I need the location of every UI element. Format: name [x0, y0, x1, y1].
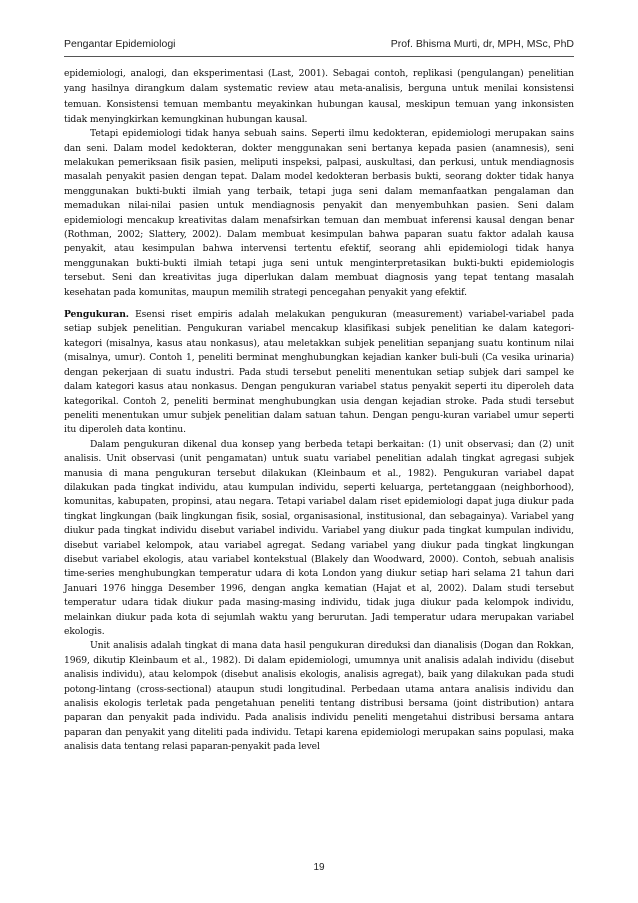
header-book-title: Pengantar Epidemiologi	[64, 38, 176, 50]
paragraph-3	[64, 308, 574, 438]
paragraph-2: Tetapi epidemiologi tidak hanya sebuah sains. Seperti ilmu kedokteran, epidemiologi merupakan sains dan seni. Dalam model kedokteran, dokter menggunakan seni bertanya kepada pasien (anamnesis), seni melakukan pemeriksaan fisik pasien, meliputi inspeksi, palpasi, auskultasi, dan perkusi, untuk mendiagnosis masalah penyakit pasien dengan tepat. Dalam model kedokteran berbasis bukti, seorang dokter tidak hanya menggunakan bukti-bukti ilmiah yang terbaik, tetapi juga seni dalam memanfaatkan pengalaman dan memadukan nilai-nilai pasien untuk mendiagnosis penyakit dan menyembuhkan pasien. Seni dalam epidemiologi mencakup kreativitas dalam menafsirkan temuan dan membuat inferensi kausal dengan benar (Rothman, 2002; Slattery, 2002). Dalam membuat kesimpulan bahwa paparan suatu faktor adalah kausa penyakit, atau kesimpulan bahwa intervensi tertentu efektif, seorang ahli epidemiologi tidak hanya menggunakan bukti-bukti ilmiah tetapi juga seni untuk menginterpretasikan bukti-bukti epidemiologis tersebut. Seni dan kreativitas juga diperlukan dalam membuat diagnosis yang tepat tentang masalah kesehatan pada komunitas, maupun memilih strategi pencegahan penyakit yang efektif.	[64, 128, 574, 298]
section-title-pengukuran: Pengukuran.	[64, 309, 129, 321]
body-text	[64, 66, 574, 755]
paragraph-3-text: Esensi riset empiris adalah melakukan pengukuran (measurement) variabel-variabel pada setiap subjek penelitian. Pengukuran variabel mencakup klasifikasi subjek penelitian ke dalam kategori-kategori (misalnya, kasus atau nonkasus), atau meletakkan subjek penelitian sepanjang suatu kontinum nilai (misalnya, umur). Contoh 1, peneliti berminat menghubungkan kejadian kanker buli-buli (Ca vesika urinaria) dengan pekerjaan di suatu industri. Pada studi tersebut peneliti menentukan setiap subjek dari sampel ke dalam kategori kasus atau nonkasus. Dengan pengukuran variabel status penyakit seperti itu diperoleh data kategorikal. Contoh 2, peneliti berminat menghubungkan usia dengan kejadian stroke. Pada studi tersebut peneliti menentukan umur subjek penelitian dalam satuan tahun. Dengan pengu-kuran variabel umur seperti itu diperoleh data kontinu.	[64, 309, 574, 436]
paragraph-1: epidemiologi, analogi, dan eksperimentasi (Last, 2001). Sebagai contoh, replikasi (pengulangan) penelitian yang hasilnya dirangkum dalam systematic review atau meta-analisis, berguna untuk menilai konsistensi temuan. Konsistensi temuan membantu meyakinkan hubungan kausal, meskipun temuan yang inkonsisten tidak menyingkirkan kemungkinan hubungan kausal.	[64, 68, 574, 125]
paragraph-5: Unit analisis adalah tingkat di mana data hasil pengukuran direduksi dan dianalisis (Dogan dan Rokkan, 1969, dikutip Kleinbaum et al., 1982). Di dalam epidemiologi, umumnya unit analisis adalah individu (disebut analisis individu), atau kelompok (disebut analisis ekologis, analisis agregat), baik yang dilakukan pada studi potong-lintang (cross-sectional) ataupun studi longitudinal. Perbedaan utama antara analisis individu dan analisis ekologis terletak pada pengetahuan peneliti tentang distribusi bersama (joint distribution) antara paparan dan penyakit pada individu. Pada analisis individu peneliti mengetahui distribusi bersama antara paparan dan penyakit yang diteliti pada individu. Tetapi karena epidemiologi merupakan sains populasi, maka analisis data tentang relasi paparan-penyakit pada level	[64, 640, 574, 753]
page-number: 19	[313, 862, 325, 873]
header-author: Prof. Bhisma Murti, dr, MPH, MSc, PhD	[390, 38, 574, 50]
header-rule	[64, 56, 574, 57]
paragraph-4: Dalam pengukuran dikenal dua konsep yang berbeda tetapi berkaitan: (1) unit observasi; dan (2) unit analisis. Unit observasi (unit pengamatan) untuk suatu variabel penelitian adalah tingkat agregasi subjek manusia di mana pengukuran tersebut dilakukan (Kleinbaum et al., 1982). Pengukuran variabel dapat dilakukan pada tingkat individu, atau kumpulan individu, seperti keluarga, pertetanggaan (neighborhood), komunitas, kabupaten, propinsi, atau negara. Tetapi variabel dalam riset epidemiologi dapat juga diukur pada tingkat lingkungan (baik lingkungan fisik, sosial, organisasional, institusional, dan sebagainya). Variabel yang diukur pada tingkat individu disebut variabel individu. Variabel yang diukur pada tingkat kumpulan individu, disebut variabel kelompok, atau variabel agregat. Sedang variabel yang diukur pada tingkat lingkungan disebut variabel ekologis, atau variabel kontekstual (Blakely dan Woodward, 2000). Contoh, sebuah analisis time-series menghubungkan temperatur udara di kota London yang diukur setiap hari selama 21 tahun dari Januari 1976 hingga Desember 1996, dengan angka kematian (Hajat et al, 2002). Dalam studi tersebut temperatur udara tidak diukur pada masing-masing individu, tidak juga diukur pada kelompok individu, melainkan diukur pada kota di sejumlah waktu yang berurutan. Jadi temperatur udara merupakan variabel ekologis.	[64, 438, 574, 637]
running-header	[64, 38, 574, 50]
